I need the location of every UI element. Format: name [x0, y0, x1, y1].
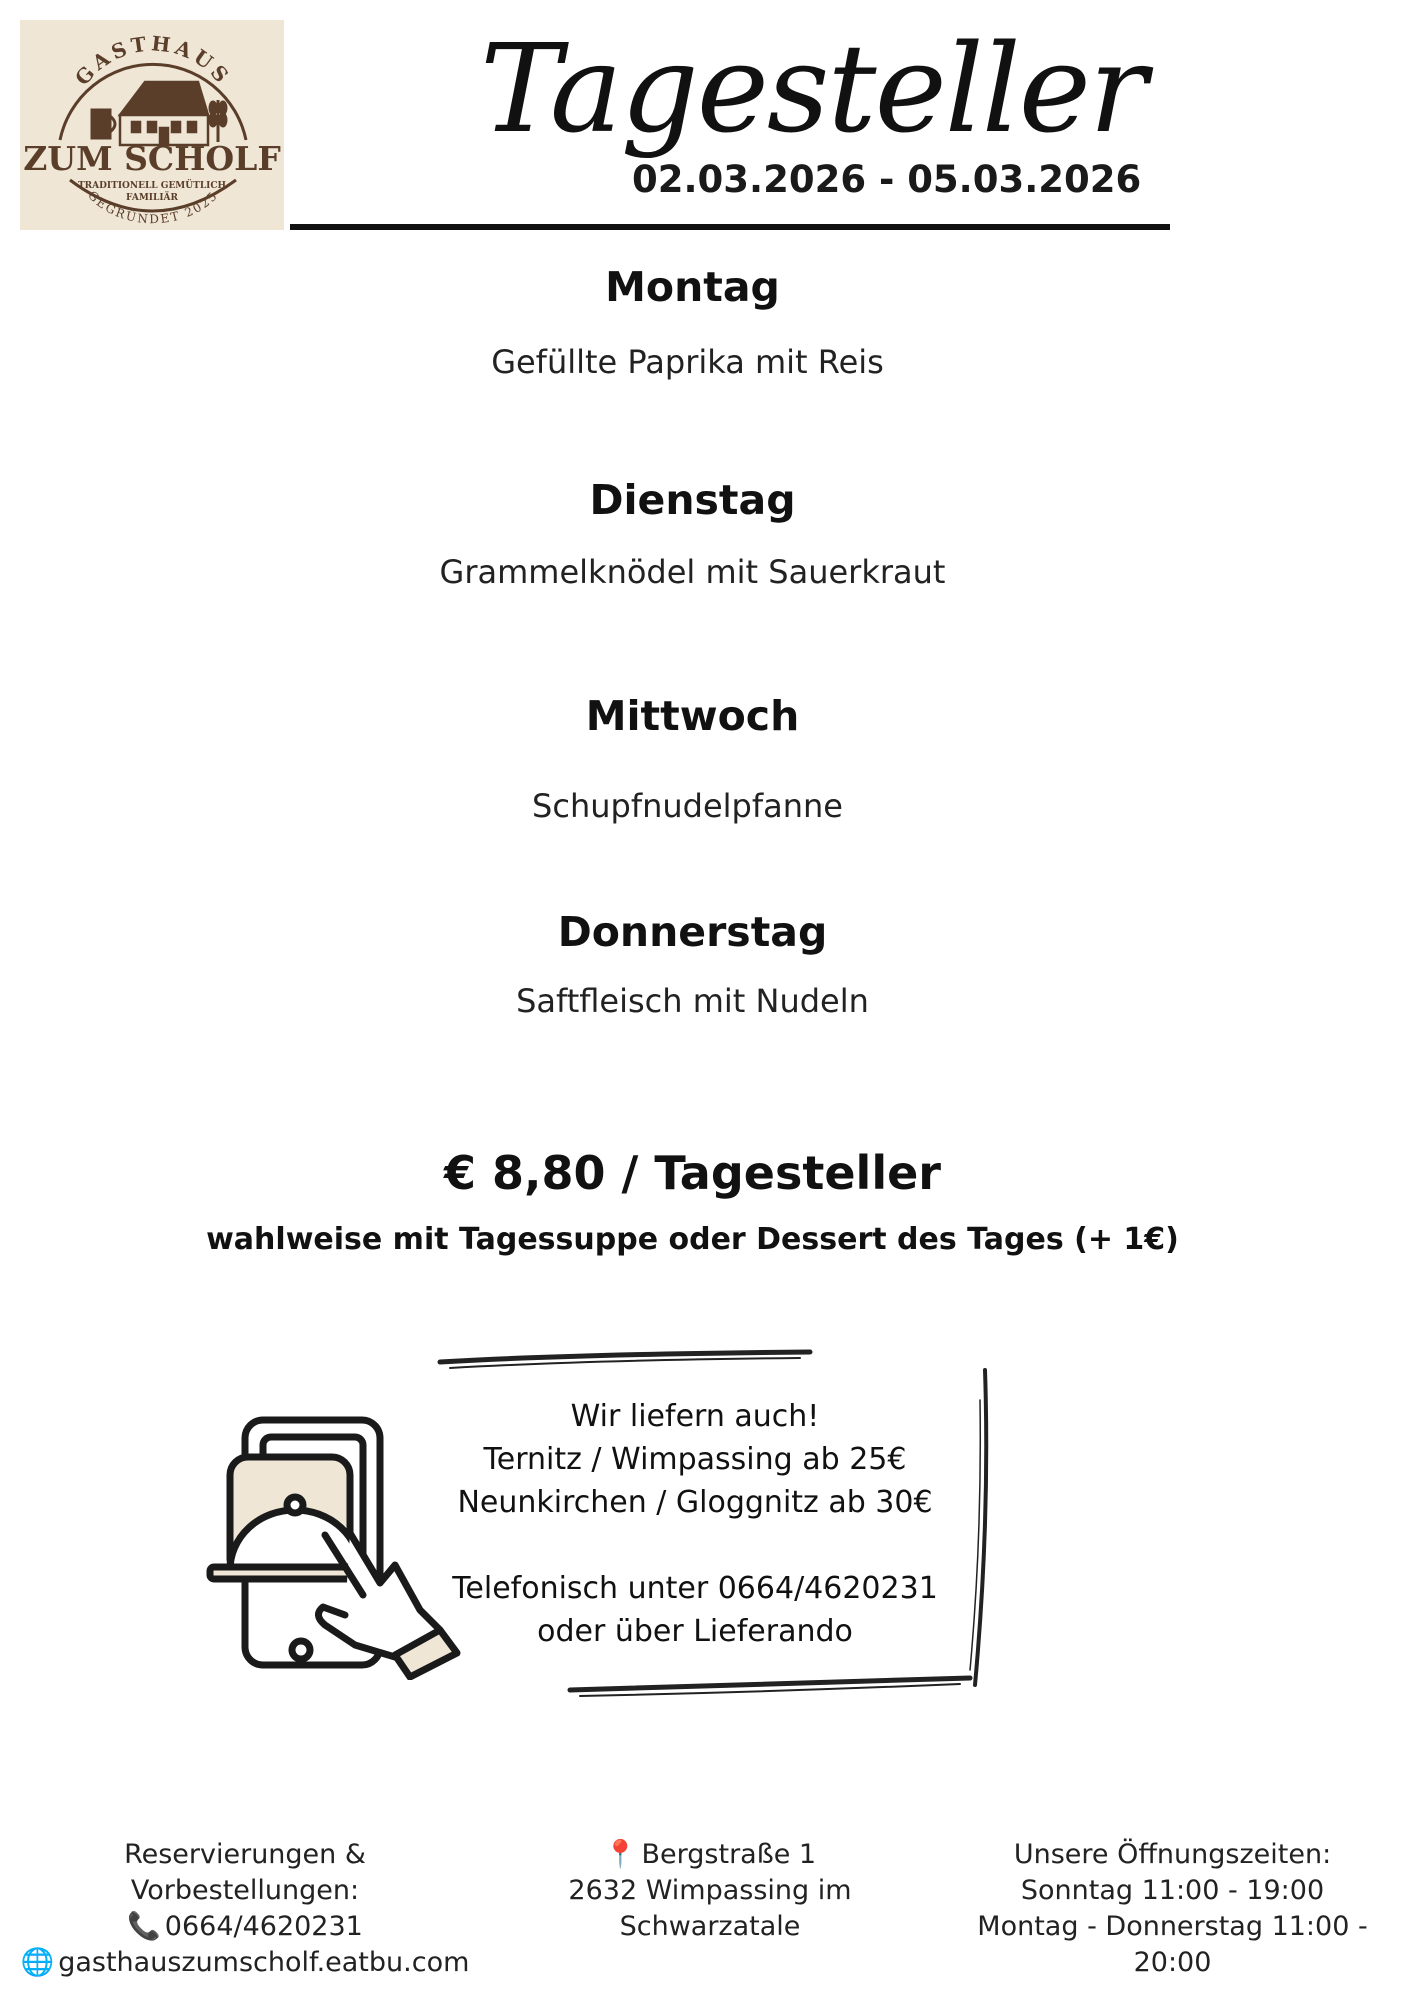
- price-label: € 8,80 / Tagesteller: [444, 1146, 941, 1200]
- delivery-line-4: [430, 1524, 960, 1567]
- delivery-line-3: Neunkirchen / Gloggnitz ab 30€: [457, 1485, 933, 1520]
- dish-wednesday: Schupfnudelpfanne: [532, 787, 843, 825]
- reservations-heading: Reservierungen & Vorbestellungen:: [124, 1839, 366, 1906]
- page-title: Tagesteller: [480, 18, 1146, 160]
- dish-tuesday: Grammelknödel mit Sauerkraut: [439, 553, 946, 591]
- reservations-phone-row[interactable]: [10, 1909, 480, 1945]
- hours-heading: Unsere Öffnungszeiten:: [1013, 1839, 1332, 1870]
- logo-tagline-2: FAMILIÄR: [125, 193, 179, 203]
- hours-weekdays: Montag - Donnerstag 11:00 - 20:00: [977, 1911, 1368, 1978]
- footer-address: [480, 1837, 940, 1945]
- day-heading-monday: Montag: [605, 263, 780, 311]
- logo-tagline-1: TRADITIONELL GEMÜTLICH: [77, 181, 227, 191]
- delivery-info: [430, 1395, 960, 1653]
- reservations-website[interactable]: gasthauszumscholf.eatbu.com: [58, 1947, 470, 1978]
- logo-name: ZUM SCHOLF: [23, 139, 281, 178]
- dish-monday: Gefüllte Paprika mit Reis: [491, 343, 884, 381]
- date-range: 02.03.2026 - 05.03.2026: [632, 158, 1142, 201]
- logo-arc-bottom: GEGRÜNDET 2025: [85, 188, 221, 227]
- address-city: 2632 Wimpassing im Schwarzatale: [568, 1875, 852, 1942]
- dish-thursday: Saftfleisch mit Nudeln: [516, 982, 869, 1020]
- map-pin-icon: 📍: [603, 1839, 638, 1870]
- header-divider: [290, 224, 1170, 230]
- address-street-row: [480, 1837, 940, 1873]
- delivery-line-5: Telefonisch unter 0664/4620231: [452, 1571, 938, 1606]
- footer-hours: [940, 1837, 1405, 1981]
- footer-reservations: [10, 1837, 480, 1981]
- delivery-line-1: Wir liefern auch!: [570, 1399, 820, 1434]
- day-heading-thursday: Donnerstag: [557, 908, 828, 956]
- day-heading-wednesday: Mittwoch: [585, 692, 800, 740]
- day-heading-tuesday: Dienstag: [589, 476, 796, 524]
- logo-arc-top: GASTHAUS: [70, 31, 236, 90]
- price-note: wahlweise mit Tagessuppe oder Dessert des Tages (+ 1€): [206, 1222, 1179, 1257]
- food-delivery-tablet-icon: [205, 1415, 465, 1680]
- hours-sunday: Sonntag 11:00 - 19:00: [1020, 1875, 1325, 1906]
- reservations-phone[interactable]: 0664/4620231: [164, 1911, 363, 1942]
- reservations-website-row[interactable]: [10, 1945, 480, 1981]
- address-street: Bergstraße 1: [641, 1839, 817, 1870]
- globe-icon: 🌐: [20, 1947, 55, 1978]
- restaurant-logo: [20, 20, 284, 230]
- phone-icon: 📞: [127, 1911, 161, 1942]
- delivery-line-6: oder über Lieferando: [537, 1614, 853, 1649]
- delivery-line-2: Ternitz / Wimpassing ab 25€: [483, 1442, 907, 1477]
